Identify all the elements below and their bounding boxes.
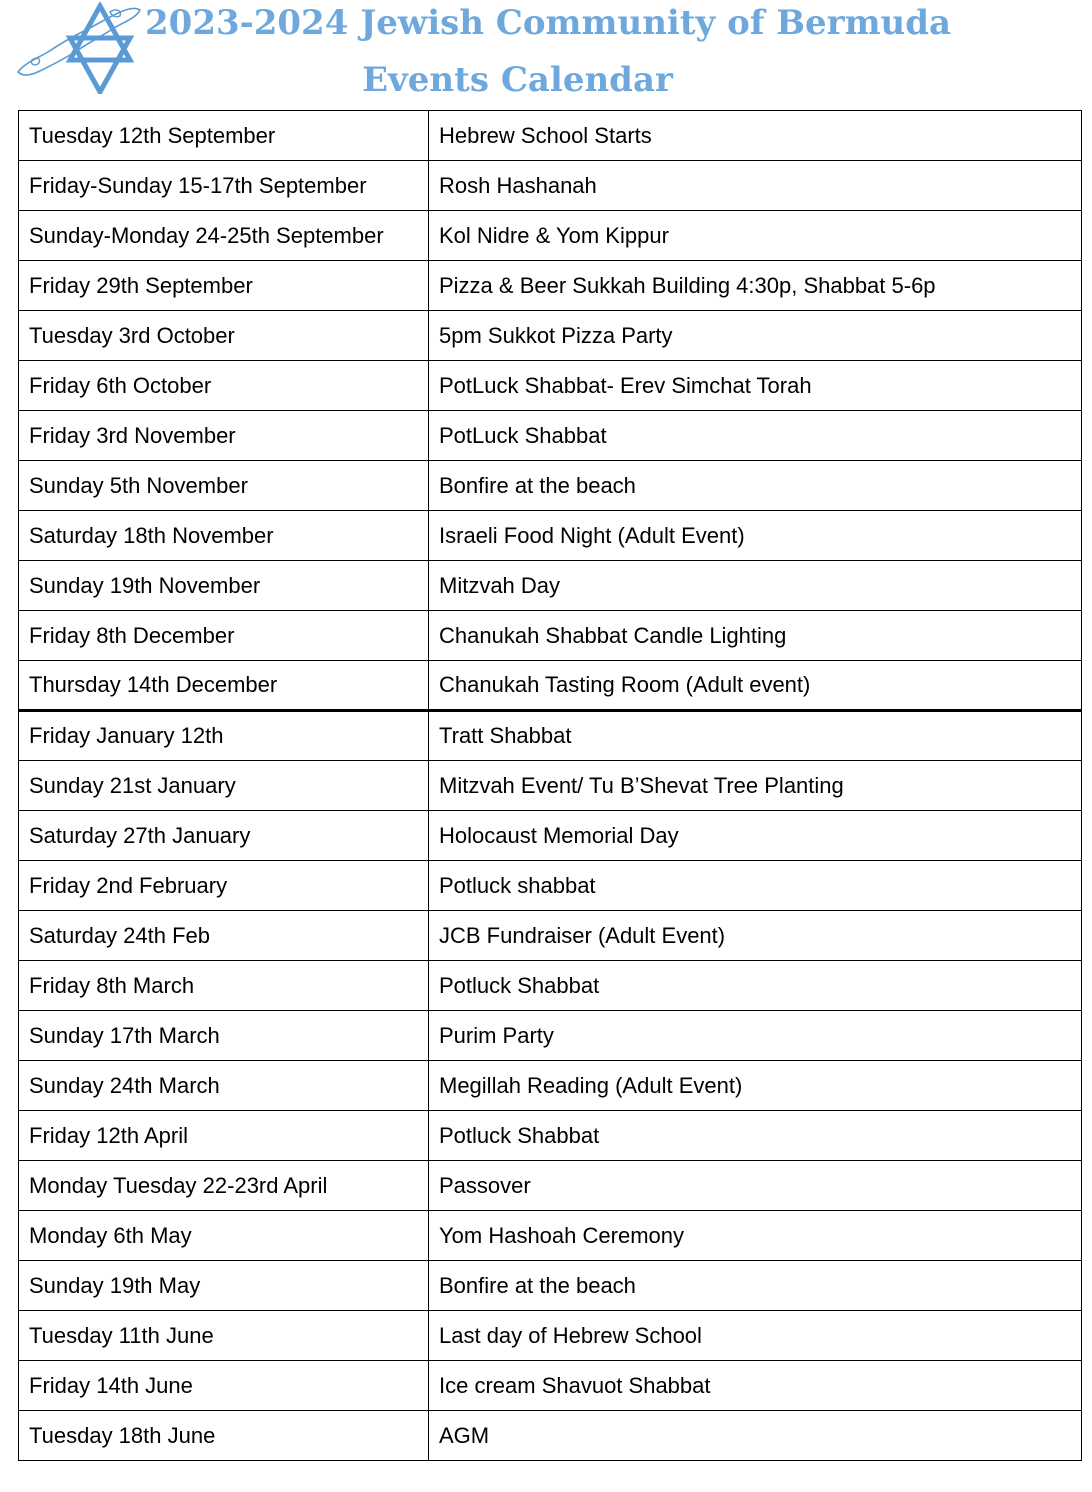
table-row — [19, 911, 1082, 961]
event-date-cell: Sunday-Monday 24-25th September — [19, 211, 429, 261]
event-name-cell: PotLuck Shabbat — [429, 411, 1082, 461]
event-name-cell: Pizza & Beer Sukkah Building 4:30p, Shabbat 5-6p — [429, 261, 1082, 311]
event-date-cell: Friday January 12th — [19, 711, 429, 761]
table-row — [19, 211, 1082, 261]
event-name-cell: Ice cream Shavuot Shabbat — [429, 1361, 1082, 1411]
event-date-cell: Friday 8th December — [19, 611, 429, 661]
event-name-cell: Potluck Shabbat — [429, 1111, 1082, 1161]
table-row — [19, 1261, 1082, 1311]
table-row — [19, 1011, 1082, 1061]
event-date-cell: Sunday 24th March — [19, 1061, 429, 1111]
event-name-cell: Hebrew School Starts — [429, 111, 1082, 161]
event-date-cell: Tuesday 18th June — [19, 1411, 429, 1461]
table-row — [19, 1161, 1082, 1211]
event-date-cell: Sunday 5th November — [19, 461, 429, 511]
event-name-cell: AGM — [429, 1411, 1082, 1461]
table-row — [19, 561, 1082, 611]
event-date-cell: Saturday 18th November — [19, 511, 429, 561]
table-row — [19, 811, 1082, 861]
event-name-cell: Megillah Reading (Adult Event) — [429, 1061, 1082, 1111]
event-name-cell: Israeli Food Night (Adult Event) — [429, 511, 1082, 561]
event-name-cell: Holocaust Memorial Day — [429, 811, 1082, 861]
page-subtitle: Events Calendar — [362, 60, 673, 100]
event-date-cell: Tuesday 3rd October — [19, 311, 429, 361]
event-date-cell: Sunday 17th March — [19, 1011, 429, 1061]
event-name-cell: Passover — [429, 1161, 1082, 1211]
event-date-cell: Friday 14th June — [19, 1361, 429, 1411]
event-name-cell: Mitzvah Event/ Tu B’Shevat Tree Planting — [429, 761, 1082, 811]
event-date-cell: Friday 2nd February — [19, 861, 429, 911]
event-date-cell: Friday 6th October — [19, 361, 429, 411]
event-name-cell: 5pm Sukkot Pizza Party — [429, 311, 1082, 361]
event-date-cell: Sunday 21st January — [19, 761, 429, 811]
event-name-cell: Bonfire at the beach — [429, 461, 1082, 511]
events-table-body — [19, 111, 1082, 1461]
event-date-cell: Friday 29th September — [19, 261, 429, 311]
event-name-cell: PotLuck Shabbat- Erev Simchat Torah — [429, 361, 1082, 411]
table-row — [19, 1311, 1082, 1361]
event-name-cell: Rosh Hashanah — [429, 161, 1082, 211]
table-row — [19, 611, 1082, 661]
event-name-cell: JCB Fundraiser (Adult Event) — [429, 911, 1082, 961]
table-row — [19, 411, 1082, 461]
event-date-cell: Saturday 27th January — [19, 811, 429, 861]
table-row — [19, 711, 1082, 761]
event-name-cell: Kol Nidre & Yom Kippur — [429, 211, 1082, 261]
event-date-cell: Friday 3rd November — [19, 411, 429, 461]
event-name-cell: Bonfire at the beach — [429, 1261, 1082, 1311]
event-date-cell: Friday 12th April — [19, 1111, 429, 1161]
table-row — [19, 861, 1082, 911]
table-row — [19, 311, 1082, 361]
event-date-cell: Tuesday 11th June — [19, 1311, 429, 1361]
page-title: 2023-2024 Jewish Community of Bermuda — [145, 3, 952, 43]
event-date-cell: Tuesday 12th September — [19, 111, 429, 161]
table-row — [19, 1211, 1082, 1261]
event-name-cell: Yom Hashoah Ceremony — [429, 1211, 1082, 1261]
table-row — [19, 1361, 1082, 1411]
event-name-cell: Chanukah Shabbat Candle Lighting — [429, 611, 1082, 661]
event-date-cell: Saturday 24th Feb — [19, 911, 429, 961]
table-row — [19, 1111, 1082, 1161]
event-date-cell: Sunday 19th November — [19, 561, 429, 611]
event-name-cell: Last day of Hebrew School — [429, 1311, 1082, 1361]
table-row — [19, 461, 1082, 511]
event-date-cell: Friday 8th March — [19, 961, 429, 1011]
star-of-david-bermuda-map-icon — [12, 2, 144, 94]
table-row — [19, 361, 1082, 411]
event-name-cell: Potluck shabbat — [429, 861, 1082, 911]
table-row — [19, 511, 1082, 561]
table-row — [19, 261, 1082, 311]
event-name-cell: Tratt Shabbat — [429, 711, 1082, 761]
table-row — [19, 661, 1082, 711]
table-row — [19, 161, 1082, 211]
event-name-cell: Mitzvah Day — [429, 561, 1082, 611]
event-name-cell: Potluck Shabbat — [429, 961, 1082, 1011]
table-row — [19, 961, 1082, 1011]
table-row — [19, 111, 1082, 161]
event-date-cell: Thursday 14th December — [19, 661, 429, 711]
table-row — [19, 1061, 1082, 1111]
event-name-cell: Chanukah Tasting Room (Adult event) — [429, 661, 1082, 711]
event-date-cell: Monday 6th May — [19, 1211, 429, 1261]
table-row — [19, 1411, 1082, 1461]
event-date-cell: Sunday 19th May — [19, 1261, 429, 1311]
events-table — [18, 110, 1082, 1461]
event-date-cell: Friday-Sunday 15-17th September — [19, 161, 429, 211]
event-name-cell: Purim Party — [429, 1011, 1082, 1061]
table-row — [19, 761, 1082, 811]
event-date-cell: Monday Tuesday 22-23rd April — [19, 1161, 429, 1211]
